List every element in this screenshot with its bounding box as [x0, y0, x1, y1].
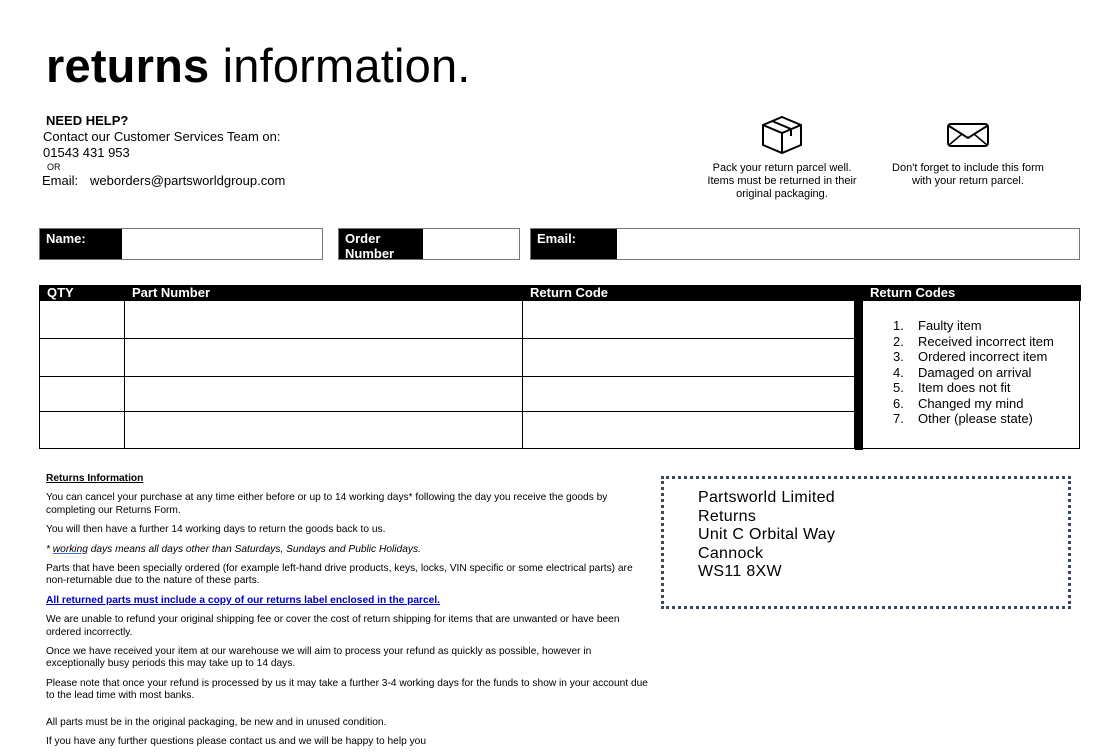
- footnote-rest: days means all days other than Saturdays, Sundays and Public Holidays.: [87, 543, 421, 555]
- return-code-item: [893, 365, 1054, 381]
- envelope-icon: [945, 120, 991, 150]
- email-label: Email:: [531, 229, 617, 259]
- parts-table-header: [39, 285, 855, 301]
- code-label: Item does not fit: [918, 380, 1011, 395]
- code-num: 2.: [893, 333, 904, 349]
- info-paragraph: If you have any further questions please contact us and we will be happy to help you: [46, 736, 427, 748]
- return-codes-list: [893, 318, 1054, 427]
- pack-text-3: original packaging.: [736, 188, 828, 200]
- email-field[interactable]: [530, 228, 1080, 260]
- address-line: WS11 8XW: [698, 563, 782, 581]
- return-code-item: [893, 396, 1054, 412]
- code-label: Faulty item: [918, 318, 982, 333]
- qty-cell[interactable]: [40, 301, 124, 338]
- address-line: Returns: [698, 507, 757, 525]
- code-num: 1.: [893, 318, 904, 333]
- part-number-cell[interactable]: [125, 412, 522, 448]
- pack-text-1: Pack your return parcel well.: [712, 162, 852, 174]
- parts-table: [39, 301, 855, 449]
- return-code-item: [893, 318, 1054, 334]
- part-number-cell[interactable]: [125, 339, 522, 376]
- address-line: Unit C Orbital Way: [698, 526, 836, 544]
- help-heading: NEED HELP?: [46, 113, 129, 128]
- help-email: weborders@partsworldgroup.com: [90, 173, 286, 188]
- info-paragraph: Parts that have been specially ordered (for example left-hand drive products, keys, locks, VIN specific or some electrical parts) are non-returnable due to the nature of these parts.: [46, 563, 633, 587]
- code-num: 5.: [893, 380, 904, 395]
- info-paragraph: Once we have received your item at our warehouse we will aim to process your refund as quickly as possible, however in exceptionally busy periods this may take up to 14 days.: [46, 646, 592, 670]
- qty-cell[interactable]: [40, 377, 124, 411]
- footnote-star: *: [46, 543, 53, 555]
- box-icon: [759, 114, 805, 156]
- code-num: 4.: [893, 364, 904, 380]
- form-text-1: Don't forget to include this form: [892, 162, 1044, 174]
- name-field[interactable]: [39, 228, 323, 260]
- code-label: Damaged on arrival: [918, 364, 1032, 380]
- part-number-cell[interactable]: [125, 301, 522, 338]
- address-line: Partsworld Limited: [698, 489, 836, 506]
- order-number-field[interactable]: [338, 228, 520, 260]
- order-label-line-2: Number: [345, 246, 395, 261]
- returns-information: [46, 473, 651, 756]
- info-paragraph: You can cancel your purchase at any time either before or up to 14 working days* following the day you receive the goods by completing our Returns Form.: [46, 492, 608, 516]
- info-footnote: [46, 544, 651, 556]
- return-address: [698, 489, 835, 582]
- help-or: OR: [47, 162, 61, 172]
- info-paragraph: We are unable to refund your original shipping fee or cover the cost of return shipping for items that are unwanted or have been ordered incorrectly.: [46, 614, 620, 638]
- codes-divider-bar: [855, 285, 863, 450]
- part-number-cell[interactable]: [125, 377, 522, 411]
- address-line: Cannock: [698, 544, 764, 562]
- code-num: 7.: [893, 411, 904, 426]
- return-code-cell[interactable]: [523, 339, 854, 376]
- code-label: Received incorrect item: [918, 333, 1054, 349]
- info-heading: Returns Information: [46, 473, 144, 484]
- info-paragraph: All parts must be in the original packaging, be new and in unused condition.: [46, 716, 387, 728]
- name-label: Name:: [40, 229, 122, 259]
- title-bold: returns: [46, 39, 210, 92]
- return-code-item: [893, 380, 1054, 396]
- form-text-2: with your return parcel.: [912, 175, 1024, 187]
- help-email-label: Email:: [42, 173, 79, 188]
- returns-label-link[interactable]: All returned parts must include a copy of our returns label enclosed in the parcel.: [46, 594, 441, 606]
- form-tip: [880, 120, 1056, 188]
- return-codes-heading: Return Codes: [863, 285, 1081, 301]
- qty-cell[interactable]: [40, 339, 124, 376]
- page-title: [46, 36, 471, 96]
- code-num: 3.: [893, 349, 904, 364]
- order-number-label: [339, 229, 423, 259]
- qty-cell[interactable]: [40, 412, 124, 448]
- return-code-cell[interactable]: [523, 412, 854, 448]
- code-label: Ordered incorrect item: [918, 349, 1048, 364]
- header-return-code: Return Code: [530, 285, 608, 300]
- order-label-line-1: Order: [345, 231, 381, 246]
- return-code-item: [893, 334, 1054, 350]
- help-block: [42, 113, 285, 189]
- return-code-cell[interactable]: [523, 377, 854, 411]
- help-email-line: [42, 173, 285, 189]
- header-part-number: Part Number: [132, 285, 211, 300]
- code-label: Changed my mind: [918, 395, 1024, 411]
- return-code-cell[interactable]: [523, 301, 854, 338]
- pack-text-2: Items must be returned in their: [707, 175, 857, 187]
- return-code-item: [893, 349, 1054, 365]
- title-rest: information.: [209, 39, 471, 92]
- help-contact-line: Contact our Customer Services Team on:: [43, 129, 281, 144]
- header-qty: QTY: [47, 285, 74, 300]
- info-paragraph: You will then have a further 14 working days to return the goods back to us.: [46, 524, 386, 536]
- help-phone: 01543 431 953: [43, 145, 130, 160]
- info-paragraph: Please note that once your refund is processed by us it may take a further 3-4 working days for the funds to show in your account due to the lead time with most banks.: [46, 677, 648, 702]
- return-code-item: [893, 411, 1054, 427]
- footnote-word: working: [52, 543, 88, 555]
- code-num: 6.: [893, 395, 904, 411]
- pack-tip: [694, 114, 870, 201]
- code-label: Other (please state): [918, 411, 1033, 426]
